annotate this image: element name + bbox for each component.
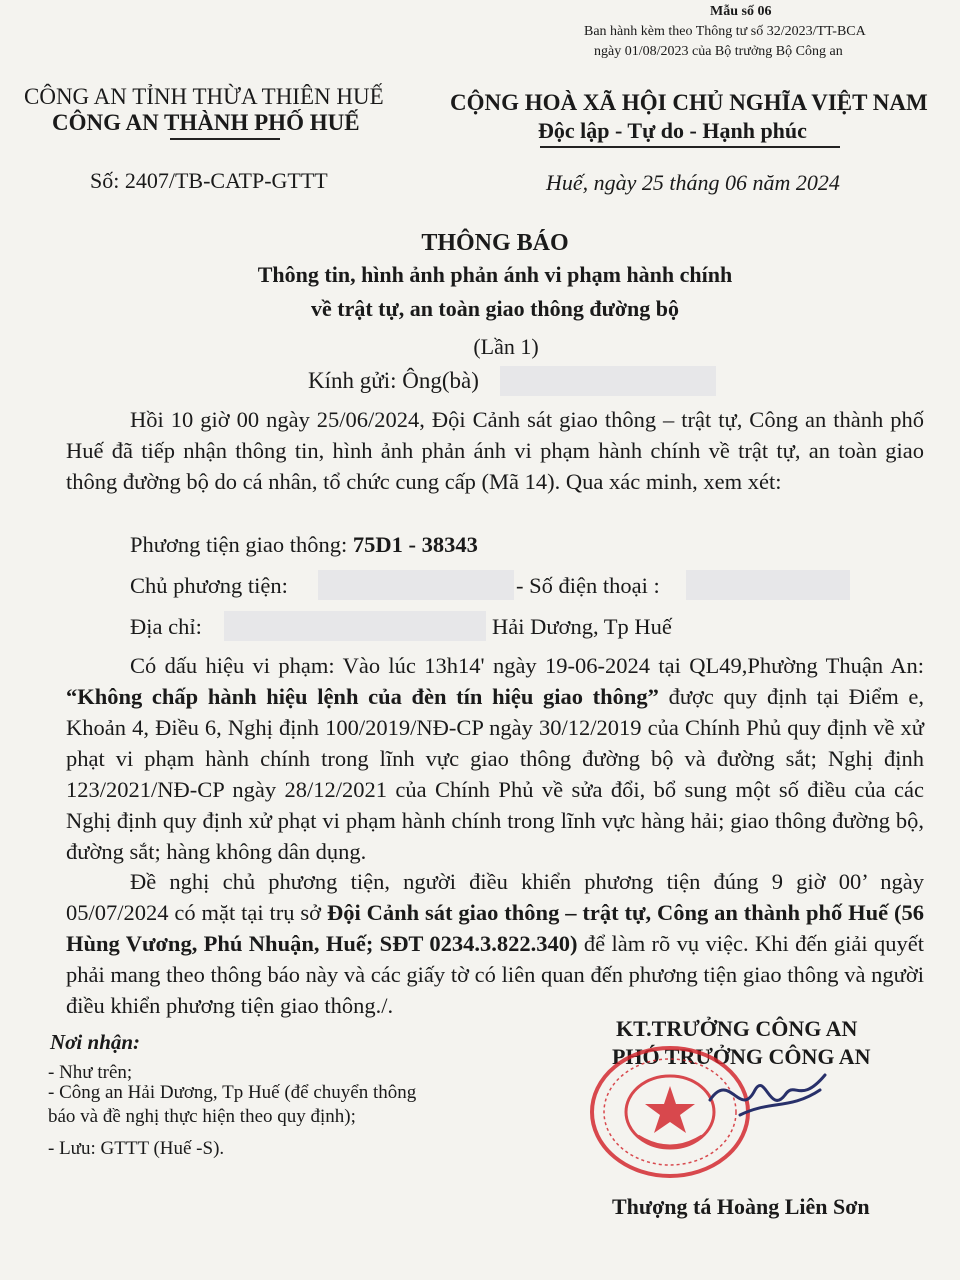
redacted-phone-number (686, 570, 850, 600)
organization-underline (170, 138, 280, 140)
owner-label: Chủ phương tiện: (130, 573, 288, 598)
address-label: Địa chỉ: (130, 614, 202, 639)
signature-authority-line2: PHÓ TRƯỞNG CÔNG AN (612, 1044, 871, 1069)
violation-description: “Không chấp hành hiệu lệnh của đèn tín hiệu giao thông” (66, 684, 659, 709)
paragraph-request (66, 866, 924, 1021)
redacted-owner-name (318, 570, 514, 600)
signer-name: Thượng tá Hoàng Liên Sơn (612, 1194, 870, 1219)
document-title: THÔNG BÁO (421, 230, 569, 256)
document-date: Huế, ngày 25 tháng 06 năm 2024 (546, 170, 840, 195)
recipient-item: - Lưu: GTTT (Huế -S). (48, 1138, 225, 1159)
request-location: Đội Cảnh sát giao thông – trật tự, Công an thành phố Huế (56 Hùng Vương, Phú Nhuận, Huế; SĐT 0234.3.822.340) (66, 900, 925, 956)
redacted-recipient-name (500, 366, 716, 396)
parent-organization: CÔNG AN TỈNH THỪA THIÊN HUẾ (24, 84, 384, 109)
national-title: CỘNG HOÀ XÃ HỘI CHỦ NGHĨA VIỆT NAM (450, 90, 928, 115)
issuing-organization: CÔNG AN THÀNH PHỐ HUẾ (52, 110, 360, 135)
vehicle-plate: 75D1 - 38343 (352, 532, 478, 557)
recipient-line: Kính gửi: Ông(bà) (308, 368, 479, 393)
document-subtitle-line2: về trật tự, an toàn giao thông đường bộ (310, 296, 679, 321)
national-motto: Độc lập - Tự do - Hạnh phúc (538, 118, 807, 143)
violation-legal-basis: được quy định tại Điểm e, Khoản 4, Điều 6, Nghị định 100/2019/NĐ-CP ngày 30/12/2019 của Chính Phủ quy định về xử phạt vi phạm hành chính trong lĩnh vực giao thông đường bộ và đường sắt; Nghị định 123/2021/NĐ-CP ngày 28/12/2021 của Chính Phủ về sửa đổi, bổ sung một số điều của các Nghị định quy định xử phạt vi phạm hành chính trong lĩnh vực hàng hải; giao thông đường bộ, đường sắt; hàng không dân dụng. (66, 684, 924, 864)
address-visible-part: Hải Dương, Tp Huế (492, 614, 672, 639)
document-number: Số: 2407/TB-CATP-GTTT (90, 168, 328, 193)
recipient-item: báo và đề nghị thực hiện theo quy định); (48, 1106, 356, 1127)
notice-iteration: (Lần 1) (473, 334, 539, 359)
phone-label: - Số điện thoại : (516, 573, 660, 598)
vehicle-line (130, 532, 478, 558)
handwritten-signature (700, 1060, 830, 1130)
form-reference-line1: Ban hành kèm theo Thông tư số 32/2023/TT-BCA (584, 24, 866, 39)
motto-underline (540, 146, 840, 148)
request-intro: Đề nghị chủ phương tiện, người điều khiển phương tiện đúng 9 giờ 00’ ngày 05/07/2024 có mặt tại trụ sở (66, 869, 924, 925)
redacted-address (224, 611, 486, 641)
recipient-item: - Công an Hải Dương, Tp Huế (để chuyển thông (48, 1082, 417, 1103)
form-number: Mẫu số 06 (710, 4, 772, 19)
violation-intro: Có dấu hiệu vi phạm: Vào lúc 13h14' ngày 19-06-2024 tại QL49,Phường Thuận An: (130, 653, 924, 678)
form-reference-line2: ngày 01/08/2023 của Bộ trưởng Bộ Công an (594, 44, 843, 59)
vehicle-label: Phương tiện giao thông: (130, 532, 353, 557)
paragraph-violation (66, 650, 924, 867)
request-details: để làm rõ vụ việc. Khi đến giải quyết phải mang theo thông báo này và các giấy tờ có liên quan đến phương tiện giao thông và người điều khiển phương tiện giao thông./. (66, 931, 924, 1018)
paragraph-intro: Hồi 10 giờ 00 ngày 25/06/2024, Đội Cảnh sát giao thông – trật tự, Công an thành phố Huế đã tiếp nhận thông tin, hình ảnh phản ánh vi phạm hành chính về trật tự, an toàn giao thông đường bộ do cá nhân, tổ chức cung cấp (Mã 14). Qua xác minh, xem xét: (66, 407, 924, 494)
signature-authority-line1: KT.TRƯỞNG CÔNG AN (616, 1016, 858, 1041)
document-subtitle-line1: Thông tin, hình ảnh phản ánh vi phạm hành chính (257, 262, 733, 287)
recipients-title: Nơi nhận: (50, 1030, 141, 1054)
recipient-item: - Như trên; (48, 1062, 133, 1083)
